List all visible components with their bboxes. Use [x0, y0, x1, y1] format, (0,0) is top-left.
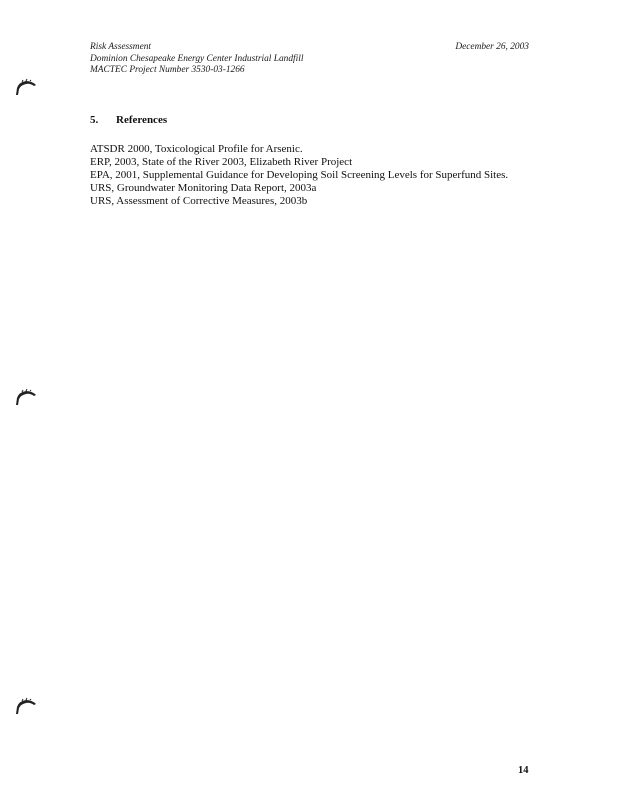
header-site-name: Dominion Chesapeake Energy Center Industrial Landfill	[90, 53, 304, 64]
section-number: 5.	[90, 114, 99, 126]
binder-hole-mark-icon	[14, 78, 38, 96]
reference-item: ERP, 2003, State of the River 2003, Elizabeth River Project	[90, 156, 353, 168]
reference-item: URS, Assessment of Corrective Measures, 2003b	[90, 195, 308, 207]
section-title: References	[116, 114, 168, 126]
header-document-title: Risk Assessment	[90, 42, 152, 52]
header-project-number: MACTEC Project Number 3530-03-1266	[90, 65, 245, 75]
document-header	[90, 42, 303, 77]
header-date: December 26, 2003	[455, 42, 529, 52]
reference-item: URS, Groundwater Monitoring Data Report, 2003a	[90, 182, 317, 194]
binder-hole-mark-icon	[14, 697, 38, 715]
page-number: 14	[518, 765, 529, 776]
reference-item: EPA, 2001, Supplemental Guidance for Developing Soil Screening Levels for Superfund Sites.	[90, 169, 509, 181]
references-list	[90, 143, 508, 208]
reference-item: ATSDR 2000, Toxicological Profile for Arsenic.	[90, 143, 303, 155]
section-heading	[90, 114, 167, 127]
binder-hole-mark-icon	[14, 388, 38, 406]
